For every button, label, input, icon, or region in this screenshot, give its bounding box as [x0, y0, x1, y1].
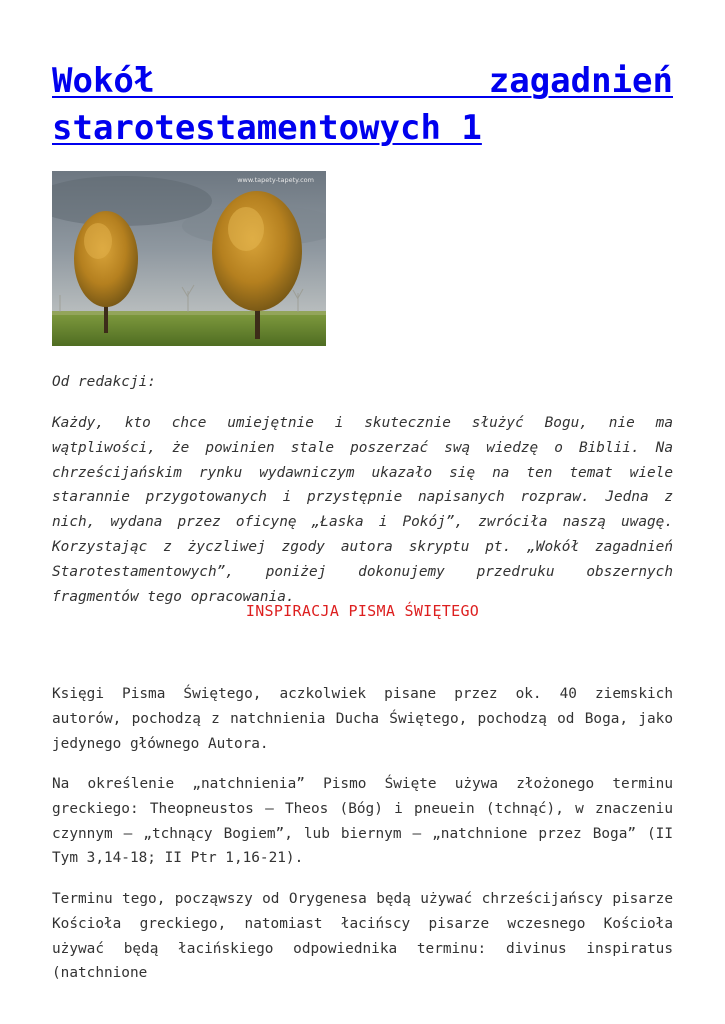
- intro-paragraph: Każdy, kto chce umiejętnie i skutecznie służyć Bogu, nie ma wątpliwości, że powinien stale poszerzać swą wiedzę o Biblii. Na chrześcijańskim rynku wydawniczym ukazało się na ten temat wiele starannie przygotowanych i przystępnie napisanych rozpraw. Jedna z nich, wydana przez oficynę „Łaska i Pokój”, zwróciła naszą uwagę. Korzystając z życzliwej zgody autora skryptu pt. „Wokół zagadnień Starotestamentowych”, poniżej dokonujemy przedruku obszernych fragmentów tego opracowania.: [52, 415, 673, 605]
- body-paragraph-2: Na określenie „natchnienia” Pismo Święte używa złożonego terminu greckiego: Theopneustos – Theos (Bóg) i pneuein (tchnąć), w znaczeniu czynnym – „tchnący Bogiem”, lub biernym – „natchnione przez Boga” (II Tym 3,14-18; II Ptr 1,16-21).: [52, 776, 673, 867]
- editor-label: Od redakcji:: [52, 374, 156, 390]
- body-paragraph-1: Księgi Pisma Świętego, aczkolwiek pisane przez ok. 40 ziemskich autorów, pochodzą z natchnienia Ducha Świętego, pochodzą od Boga, jako jedynego głównego Autora.: [52, 686, 673, 752]
- article-title: [52, 58, 673, 152]
- article-title-link[interactable]: Wokół zagadnień starotestamentowych 1: [52, 61, 673, 148]
- article: [52, 58, 673, 982]
- section-heading: INSPIRACJA PISMA ŚWIĘTEGO: [245, 602, 480, 620]
- body-paragraph-3: Terminu tego, począwszy od Orygenesa będą używać chrześcijańscy pisarze Kościoła greckiego, natomiast łacińscy pisarze wczesnego Kościoła używać będą łacińskiego odpowiednika terminu: divinus inspiratus (natchnione: [52, 891, 673, 982]
- image-watermark: www.tapety-tapety.com: [237, 176, 314, 184]
- article-image-autumn-trees: [52, 171, 326, 346]
